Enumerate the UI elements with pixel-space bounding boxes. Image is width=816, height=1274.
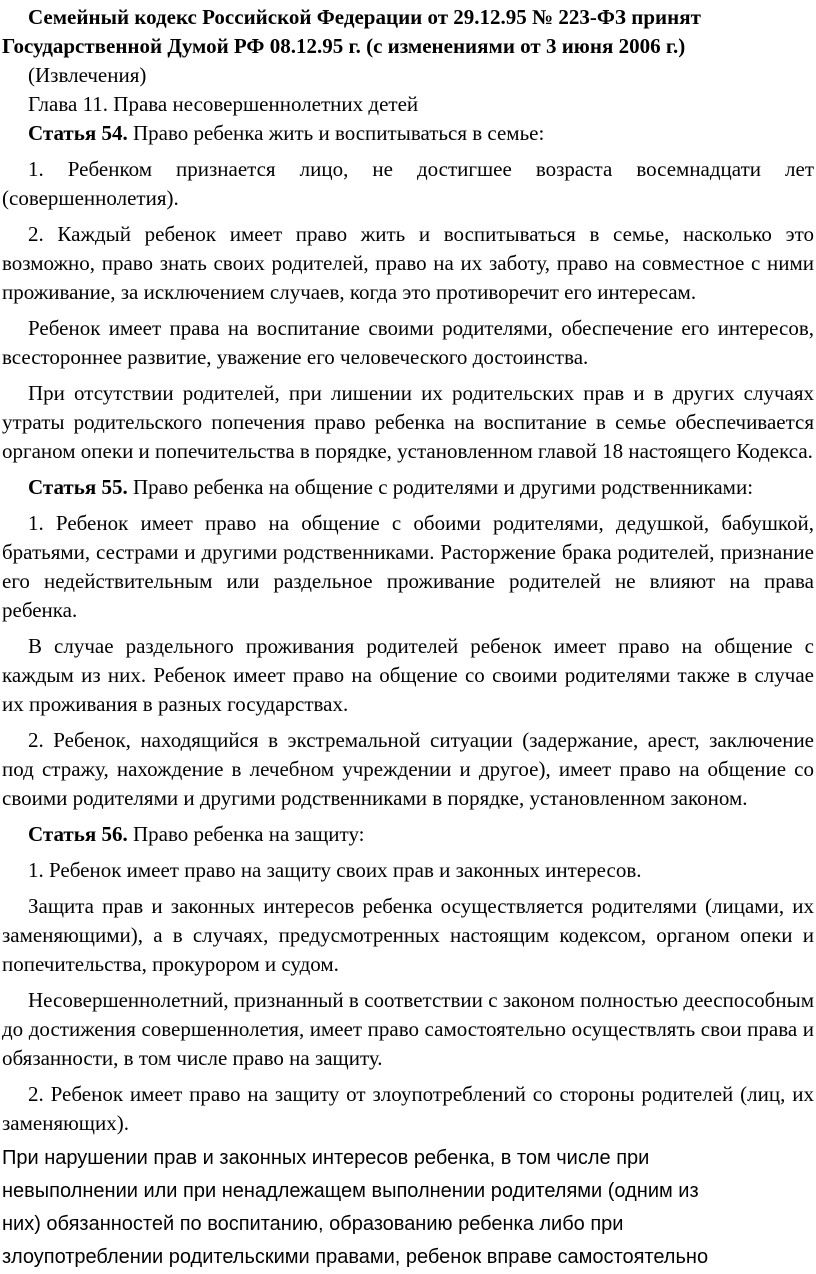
article-54-heading bbox=[2, 119, 814, 148]
title-line-1: Семейный кодекс Российской Федерации от 29.12.95 № 223-ФЗ принят bbox=[28, 5, 701, 29]
article-54-para-2: 2. Каждый ребенок имеет право жить и воспитываться в семье, насколько это возможно, право знать своих родителей, право на их заботу, право на совместное с ними проживание, за исключением случаев, когда это противоречит его интересам. bbox=[2, 222, 814, 304]
article-55-label: Статья 55. bbox=[28, 475, 128, 499]
para-5-line-2: невыполнении или при ненадлежащем выполнении родителями (одним из bbox=[2, 1180, 699, 1202]
article-56-para-2: Защита прав и законных интересов ребенка осуществляется родителями (лицами, их заменяющими), а в случаях, предусмотренных настоящим кодексом, органом опеки и попечительства, прокурором и судом. bbox=[2, 894, 814, 976]
para-5-line-4: злоупотреблении родительскими правами, ребенок вправе самостоятельно bbox=[2, 1246, 709, 1268]
chapter-heading: Глава 11. Права несовершеннолетних детей bbox=[28, 92, 419, 116]
article-54-para-1: 1. Ребенком признается лицо, не достигшее возраста восемнадцати лет (совершеннолетия). bbox=[2, 157, 814, 210]
article-55-heading bbox=[2, 473, 814, 502]
article-54-para-4: При отсутствии родителей, при лишении их родительских прав и в других случаях утраты родительского попечения право ребенка на воспитание в семье обеспечивается органом опеки и попечительства в порядке, установленном главой 18 настоящего Кодекса. bbox=[2, 381, 814, 463]
extract-note: (Извлечения) bbox=[28, 63, 147, 87]
article-56-title: Право ребенка на защиту: bbox=[127, 822, 365, 846]
title-line-2: Государственной Думой РФ 08.12.95 г. (с изменениями от 3 июня 2006 г.) bbox=[2, 34, 686, 58]
article-55-title: Право ребенка на общение с родителями и другими родственниками: bbox=[127, 475, 754, 499]
document-title bbox=[2, 3, 814, 61]
article-56-para-1: 1. Ребенок имеет право на защиту своих прав и законных интересов. bbox=[28, 858, 642, 882]
article-56-para-5 bbox=[2, 1142, 814, 1274]
article-56-label: Статья 56. bbox=[28, 822, 128, 846]
para-5-line-3: них) обязанностей по воспитанию, образованию ребенка либо при bbox=[2, 1213, 624, 1235]
article-56-para-4: 2. Ребенок имеет право на защиту от злоупотреблений со стороны родителей (лиц, их заменяющих). bbox=[2, 1082, 814, 1135]
article-54-title: Право ребенка жить и воспитываться в семье: bbox=[127, 121, 545, 145]
article-55-para-1: 1. Ребенок имеет право на общение с обоими родителями, дедушкой, бабушкой, братьями, сестрами и другими родственниками. Расторжение брака родителей, признание его недействительным или раздельное проживание родителей не влияют на права ребенка. bbox=[2, 511, 814, 622]
article-55-para-2: В случае раздельного проживания родителей ребенок имеет право на общение с каждым из них. Ребенок имеет право на общение со своими родителями также в случае их проживания в разных государствах. bbox=[2, 634, 814, 716]
article-54-label: Статья 54. bbox=[28, 121, 128, 145]
article-55-para-3: 2. Ребенок, находящийся в экстремальной ситуации (задержание, арест, заключение под стражу, нахождение в лечебном учреждении и другое), имеет право на общение со своими родителями и другими родственниками в порядке, установленном законом. bbox=[2, 728, 814, 810]
article-56-heading bbox=[2, 820, 814, 849]
para-5-line-1: При нарушении прав и законных интересов ребенка, в том числе при bbox=[2, 1147, 650, 1169]
article-56-para-3: Несовершеннолетний, признанный в соответствии с законом полностью дееспособным до достижения совершеннолетия, имеет право самостоятельно осуществлять свои права и обязанности, в том числе право на защиту. bbox=[2, 988, 814, 1070]
article-54-para-3: Ребенок имеет права на воспитание своими родителями, обеспечение его интересов, всестороннее развитие, уважение его человеческого достоинства. bbox=[2, 316, 814, 369]
